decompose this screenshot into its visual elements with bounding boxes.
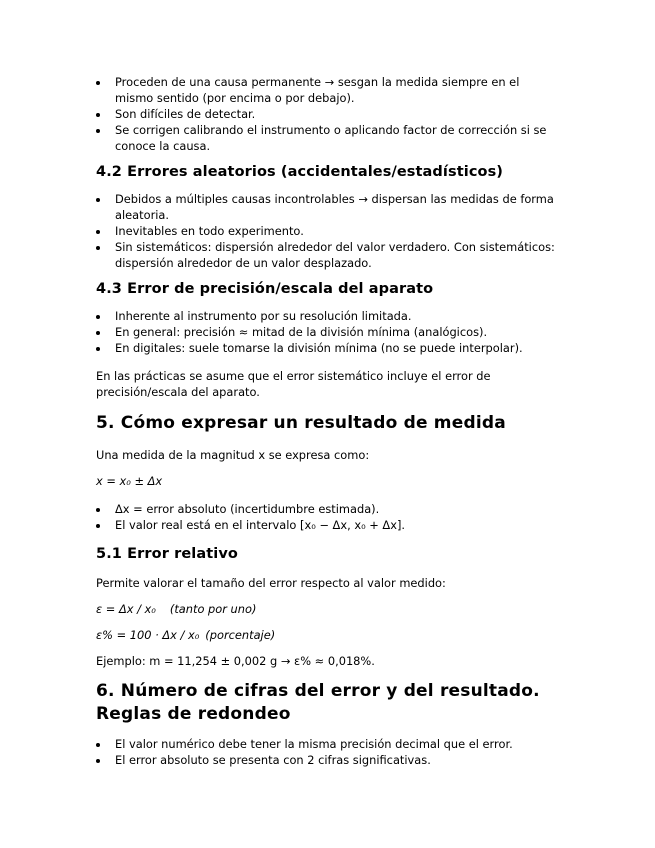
list-item: En digitales: suele tomarse la división mínima (no se puede interpolar).: [96, 340, 556, 356]
list-item: Se corrigen calibrando el instrumento o aplicando factor de corrección si se conoce la causa.: [96, 122, 556, 154]
list-item: Inherente al instrumento por su resolución limitada.: [96, 308, 556, 324]
precision-error-list: [96, 308, 556, 356]
systematic-errors-list: [96, 74, 556, 154]
measurement-list: [96, 501, 556, 533]
section-5-heading: 5. Cómo expresar un resultado de medida: [96, 413, 506, 433]
section-5-1-intro: Permite valorar el tamaño del error respecto al valor medido:: [96, 576, 446, 590]
list-item: El error absoluto se presenta con 2 cifras significativas.: [96, 752, 556, 768]
percent-error-formula: [96, 627, 556, 643]
document-page: [96, 74, 556, 768]
section-4-2-heading: 4.2 Errores aleatorios (accidentales/estadísticos): [96, 164, 504, 180]
section-5-intro: Una medida de la magnitud x se expresa como:: [96, 448, 370, 462]
list-item: Son difíciles de detectar.: [96, 106, 556, 122]
section-4-3-heading: 4.3 Error de precisión/escala del aparato: [96, 281, 434, 297]
measurement-formula: x = x₀ ± Δx: [96, 474, 163, 488]
formula-expression: ε = Δx / x₀: [96, 602, 156, 616]
practice-note: En las prácticas se asume que el error sistemático incluye el error de precisión/escala del aparato.: [96, 369, 491, 399]
list-item: Debidos a múltiples causas incontrolables → dispersan las medidas de forma aleatoria.: [96, 191, 556, 223]
rounding-rules-list: [96, 736, 556, 768]
relative-error-formula: [96, 601, 556, 617]
list-item: Inevitables en todo experimento.: [96, 223, 556, 239]
list-item: El valor numérico debe tener la misma precisión decimal que el error.: [96, 736, 556, 752]
formula-note: (porcentaje): [205, 628, 276, 642]
section-5-1-heading: 5.1 Error relativo: [96, 546, 238, 562]
list-item: Proceden de una causa permanente → sesgan la medida siempre en el mismo sentido (por encima o por debajo).: [96, 74, 556, 106]
section-6-heading: 6. Número de cifras del error y del resultado. Reglas de redondeo: [96, 681, 540, 724]
list-item: Δx = error absoluto (incertidumbre estimada).: [96, 501, 556, 517]
random-errors-list: [96, 191, 556, 271]
list-item: El valor real está en el intervalo [x₀ − Δx, x₀ + Δx].: [96, 517, 556, 533]
list-item: Sin sistemáticos: dispersión alrededor del valor verdadero. Con sistemáticos: dispersión alrededor de un valor desplazado.: [96, 239, 556, 271]
formula-expression: ε% = 100 · Δx / x₀: [96, 628, 200, 642]
formula-note: (tanto por uno): [169, 602, 257, 616]
example-line: Ejemplo: m = 11,254 ± 0,002 g → ε% ≈ 0,018%.: [96, 654, 375, 668]
list-item: En general: precisión ≈ mitad de la división mínima (analógicos).: [96, 324, 556, 340]
